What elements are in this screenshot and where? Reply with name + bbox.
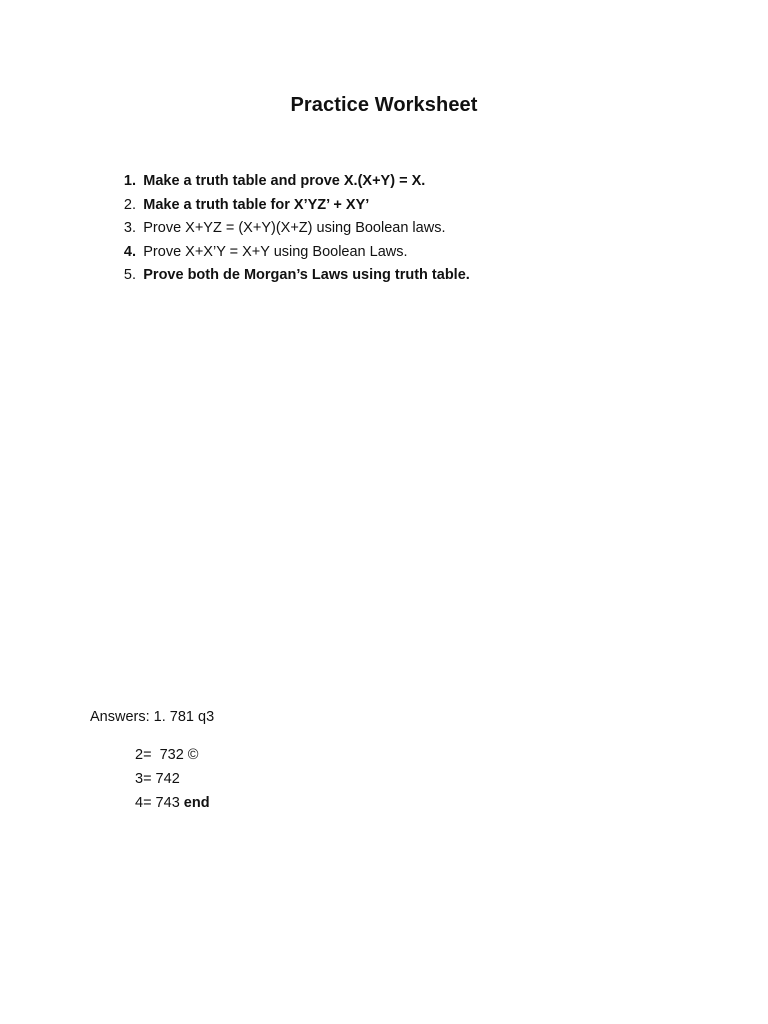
question-number: 5. <box>123 267 136 283</box>
question-text: Prove X+X’Y = X+Y using Boolean Laws. <box>143 243 408 260</box>
question-item-1 <box>104 170 704 194</box>
question-item-2 <box>104 194 704 218</box>
answer-item-2: 2= 732 © <box>135 747 199 763</box>
question-text: Prove X+YZ = (X+Y)(X+Z) using Boolean laws. <box>143 220 446 236</box>
answers-heading: Answers: 1. 781 q3 <box>90 709 215 725</box>
answer-value: 4= 743 <box>135 795 180 811</box>
answer-item-4 <box>135 791 210 815</box>
page-title: Practice Worksheet <box>290 94 478 116</box>
answer-suffix: end <box>179 795 210 811</box>
question-text: Make a truth table for X’YZ’ + XY’ <box>143 196 370 213</box>
question-item-3 <box>104 217 704 241</box>
question-number: 4. <box>123 243 136 260</box>
question-number: 2. <box>123 196 136 213</box>
question-list <box>104 170 704 288</box>
question-item-4 <box>104 241 704 265</box>
question-item-5 <box>104 264 704 288</box>
question-text: Prove both de Morgan’s Laws using truth table. <box>143 267 470 283</box>
question-number: 1. <box>123 173 136 189</box>
answer-item-3: 3= 742 <box>135 771 180 787</box>
question-text: Make a truth table and prove X.(X+Y) = X. <box>143 173 426 189</box>
answers-list <box>135 743 210 815</box>
question-number: 3. <box>123 220 136 236</box>
